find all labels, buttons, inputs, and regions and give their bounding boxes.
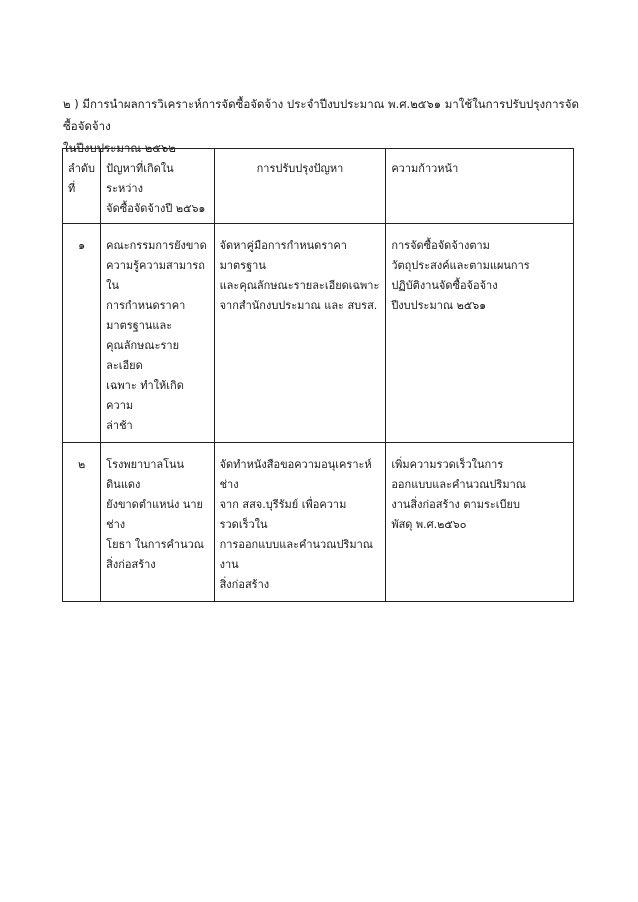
header-progress: ความก้าวหน้า — [386, 149, 574, 224]
row-num: ๒ — [63, 443, 101, 602]
intro-line-2: ในปีงบประมาณ ๒๕๖๒ — [63, 141, 176, 155]
row-problem: คณะกรรมการยังขาด ความรู้ความสามารถใน การกำหนดราคา มาตรฐานและ คุณลักษณะรายละเอียด เฉพาะ ทำให้เกิดความ ล่าช้า — [101, 224, 214, 443]
table-row — [63, 224, 574, 443]
table-header-row — [63, 149, 574, 224]
header-fix: การปรับปรุงปัญหา — [214, 149, 386, 224]
table-row — [63, 443, 574, 602]
header-num: ลำดับ ที่ — [63, 149, 101, 224]
row-fix: จัดทำหนังสือขอความอนุเคราะห์ ช่าง จาก สสจ.บุรีรัมย์ เพื่อความรวดเร็วใน การออกแบบและคำนวณปริมาณงาน สิ่งก่อสร้าง — [214, 443, 386, 602]
row-progress: การจัดซื้อจัดจ้างตาม วัตถุประสงค์และตามแผนการ ปฏิบัติงานจัดซื้อจ้อจ้าง ปีงบประมาณ ๒๕๖๑ — [386, 224, 574, 443]
header-problem: ปัญหาที่เกิดในระหว่าง จัดซื้อจัดจ้างปี ๒๕๖๑ — [101, 149, 214, 224]
intro-line-1: ๒ ) มีการนำผลการวิเคราะห์การจัดซื้อจัดจ้าง ประจำปีงบประมาณ พ.ศ.๒๕๖๑ มาใช้ในการปรับปรุงการจัดซื้อจัดจ้าง — [63, 97, 579, 133]
row-progress: เพิ่มความรวดเร็วในการ ออกแบบและคำนวณปริมาณ งานสิ่งก่อสร้าง ตามระเบียบ พัสดุ พ.ศ.๒๕๖๐ — [386, 443, 574, 602]
row-problem: โรงพยาบาลโนนดินแดง ยังขาดตำแหน่ง นายช่าง โยธา ในการคำนวณ สิ่งก่อสร้าง — [101, 443, 214, 602]
row-num: ๑ — [63, 224, 101, 443]
improvement-table — [62, 148, 574, 602]
row-fix: จัดหาคู่มือการกำหนดราคามาตรฐาน และคุณลักษณะรายละเอียดเฉพาะ จากสำนักงบประมาณ และ สบรส. — [214, 224, 386, 443]
